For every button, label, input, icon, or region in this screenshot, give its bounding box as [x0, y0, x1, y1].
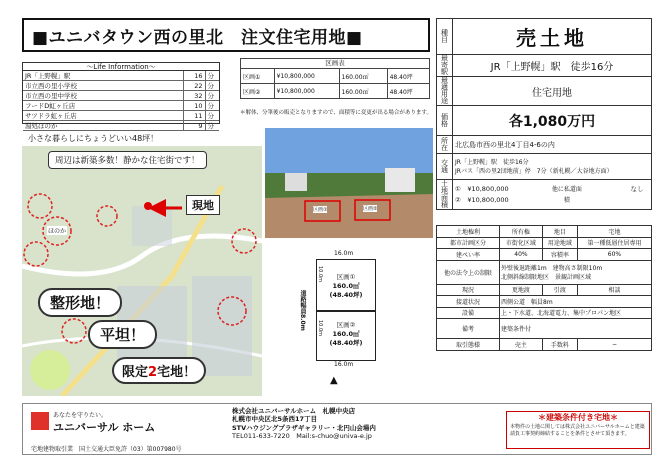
plan-lot2: 区画② 160.0㎡ (48.40坪) [316, 311, 376, 361]
map-bubble: 周辺は新築多数！静かな住宅街です！ [48, 151, 207, 169]
type-label: 種目 [437, 19, 453, 55]
company-info: 株式会社ユニバーサルホーム 札幌中央店 札幌市中央区北5条西17丁目 STVハウジングプラザギャラリー・北円山会場内 TEL011-633-7220 Mail:s-chuo@univa-e.jp [232, 407, 376, 441]
lot-row: 区画① ¥10,800,000 160.00㎡ 48.40坪 [241, 69, 430, 84]
life-row: フードD虹ヶ丘店 10 分 [23, 101, 219, 111]
property-type: 売土地 [453, 19, 652, 55]
sign-limited: 限定2宅地！ [112, 357, 206, 384]
lots-note: ＊解体、分筆後の販売となりますので、面積等に変更が出る場合があります。 [240, 110, 432, 116]
life-information [22, 62, 220, 130]
life-row: サツドラ虹ヶ丘店 11 分 [23, 111, 219, 121]
warning-box: ＊建築条件付き宅地＊ 本物件の土地に関しては株式会社ユニバーサルホームと建築請負工事契約締結することを条件とさせて頂きます。 [506, 411, 650, 449]
plan-depth2: 10.0m [317, 320, 323, 337]
area-2: ¥10,800,000 [467, 195, 509, 204]
property-summary: 種目 売土地 最寄駅 JR「上野幌」駅 徒歩16分 最適用途 住宅用地 価格 各1,080万円 所在 北広島市西の里北4丁目4-6の内 交通 JR「上野幌」駅 徒歩16分 JRバス「西の里2団地前」停 7分（新札幌／大谷地方面） 土地面積 ① ¥10,800,000 ② ¥10,800,000 他に私道面積 なし [436, 18, 652, 210]
plan-depth1: 10.0m [317, 266, 323, 283]
company-logo-icon [31, 412, 49, 430]
lot-plan [296, 250, 396, 370]
company-logo: ユニバーサル ホーム [53, 421, 156, 434]
lot-row: 区画② ¥10,800,000 160.00㎡ 48.40坪 [241, 84, 430, 99]
station-label: 最寄駅 [437, 55, 453, 77]
private-road-label: 他に私道面積 [551, 185, 582, 204]
spec-table: 土地権利 所有権 地目 宅地 都市計画区分 市街化区域 用途地域 第一種低層住居専用 建ぺい率 40% 容積率 60% 他の法令上の制限 外壁後退距離1m 建物高さ制限10m 北側斜線制限地区 景観計画区域 現況 更地渡 引渡 相談 接道状況 西側公道 幅員8m 設備 上・下水道、北海道電力、集中プロパン地区 備考 建築条件付 取引態様 売主 手数料 − [436, 225, 652, 351]
location: 北広島市西の里北4丁目4-6の内 [453, 136, 652, 154]
life-header: 〜Life Information〜 [23, 63, 219, 71]
use-label: 最適用途 [437, 77, 453, 106]
life-row: JR「上野幌」駅 16 分 [23, 71, 219, 81]
traffic-1: JR「上野幌」駅 徒歩16分 [455, 158, 529, 166]
location-label: 所在 [437, 136, 453, 154]
best-use: 住宅用地 [453, 77, 652, 106]
price: 各1,080万円 [453, 106, 652, 136]
private-road-value: なし [630, 184, 644, 193]
price-label: 価格 [437, 106, 453, 136]
mascot-icon [30, 350, 70, 390]
life-row: 市立西の里中学校 32 分 [23, 91, 219, 101]
honoka-label: ほのか [48, 228, 67, 235]
photo-lot1: 区画① [313, 207, 328, 213]
north-arrow-icon: ▲ [330, 375, 338, 386]
life-row: 市立西の里小学校 22 分 [23, 81, 219, 91]
page-title: ■ユニバタウン西の里北 注文住宅用地■ [22, 18, 430, 52]
area-1: ¥10,800,000 [467, 184, 509, 193]
area-label: 土地面積 [437, 180, 453, 210]
catchcopy: 小さな暮らしにちょうどいい48坪！ [25, 132, 161, 145]
license: 宅地建物取引業 国土交通大臣免許（03）第007980号 [31, 446, 182, 453]
plan-lot1: 区画① 160.0㎡ (48.40坪) [316, 259, 376, 311]
lots-caption: 区画表 [241, 59, 430, 69]
site-label: 現地 [186, 195, 220, 215]
sign-regular-shape: 整形地！ [38, 288, 122, 317]
traffic-2: JRバス「西の里2団地前」停 7分（新札幌／大谷地方面） [455, 167, 613, 175]
lots-table [240, 58, 430, 106]
traffic-label: 交通 [437, 154, 453, 180]
plan-top-width: 16.0m [334, 250, 354, 257]
walk-time: 徒歩16分 [570, 62, 614, 73]
station: JR「上野幌」駅 [490, 62, 561, 73]
site-photo [265, 128, 433, 238]
life-row: 湯処ほのか 9 分 [23, 121, 219, 131]
plan-bottom-width: 16.0m [334, 361, 354, 368]
plan-road: 道路幅員8.0m [299, 290, 306, 331]
slogan: あなたを守りたい。 [53, 412, 108, 419]
sign-flat: 平坦！ [88, 320, 157, 349]
photo-lot2: 区画② [363, 206, 378, 212]
